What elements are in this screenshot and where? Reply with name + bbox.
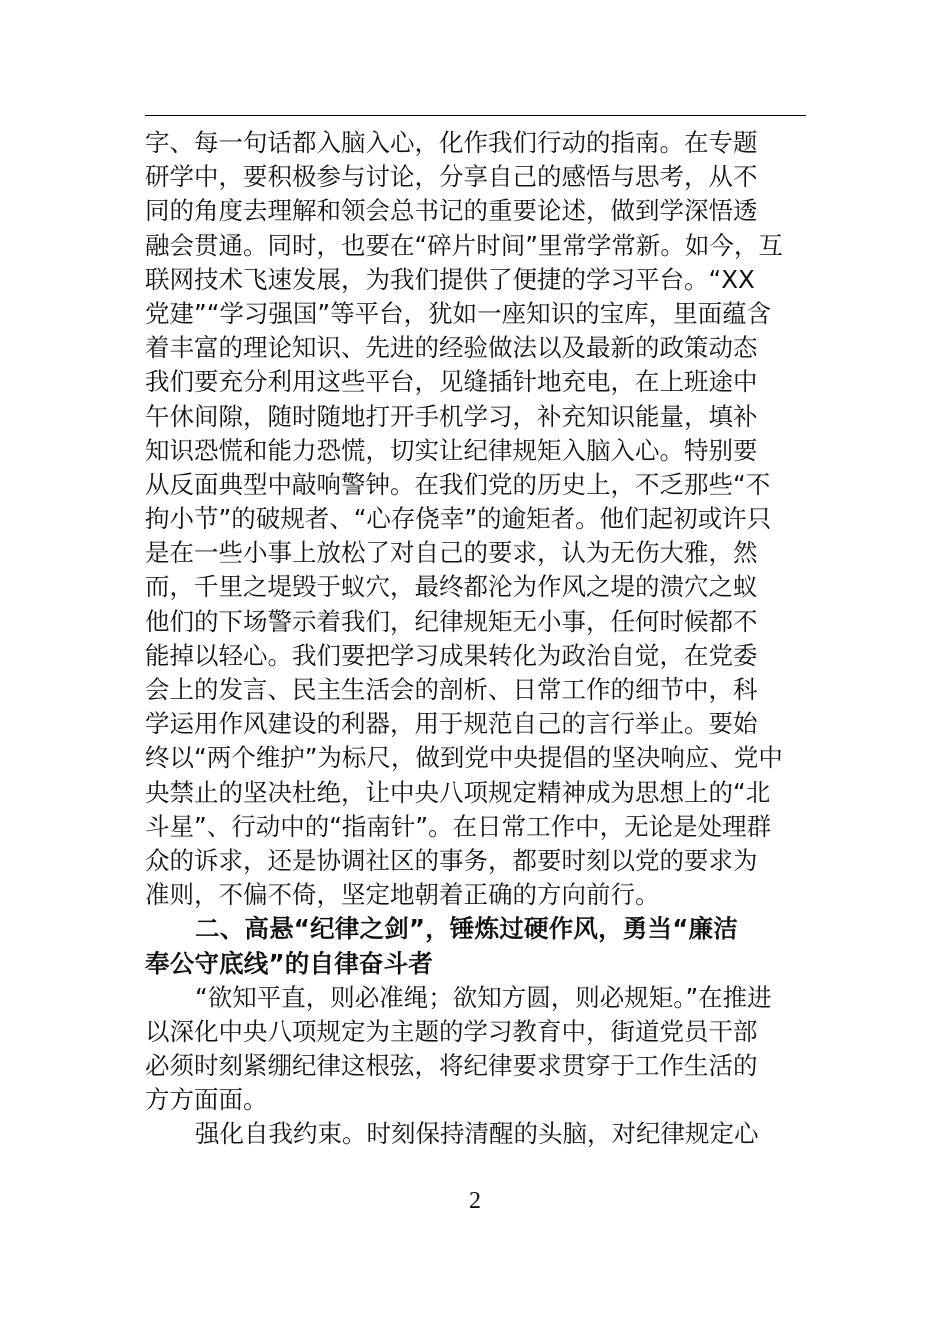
document-body — [145, 126, 806, 1152]
text-line: 午休间隙，随时随地打开手机学习，补充知识能量，填补 — [145, 401, 758, 431]
text-line: 党建”“学习强国”等平台，犹如一座知识的宝库，里面蕴含 — [145, 298, 772, 328]
text-line: 而，千里之堤毁于蚁穴，最终都沦为作风之堤的溃穴之蚁 — [145, 572, 758, 602]
text-line: 是在一些小事上放松了对自己的要求，认为无伤大雅，然 — [145, 538, 758, 568]
text-line: 同的角度去理解和领会总书记的重要论述，做到学深悟透 — [145, 196, 758, 226]
paragraph-2 — [145, 981, 806, 1118]
text-line: 他们的下场警示着我们，纪律规矩无小事，任何时候都不 — [145, 606, 758, 636]
text-line: 研学中，要积极参与讨论，分享自己的感悟与思考，从不 — [145, 162, 758, 192]
text-line: 拘小节”的破规者、“心存侥幸”的逾矩者。他们起初或许只 — [145, 504, 772, 534]
text-line: 着丰富的理论知识、先进的经验做法以及最新的政策动态 — [145, 333, 758, 363]
text-line: “欲知平直，则必准绳；欲知方圆，则必规矩。”在推进 — [195, 982, 772, 1012]
text-line: 终以“两个维护”为标尺，做到党中央提倡的坚决响应、党中 — [145, 743, 783, 773]
paragraph-1 — [145, 126, 806, 912]
text-line: 会上的发言、民主生活会的剖析、日常工作的细节中，科 — [145, 675, 758, 704]
paragraph-3 — [145, 1117, 806, 1151]
text-line: 融会贯通。同时，也要在“碎片时间”里常学常新。如今，互 — [145, 230, 783, 260]
text-line: 能掉以轻心。我们要把学习成果转化为政治自觉，在党委 — [145, 640, 758, 670]
page-number: 2 — [469, 1188, 481, 1214]
text-line: 我们要充分利用这些平台，见缝插针地充电，在上班途中 — [145, 367, 758, 397]
text-line: 学运用作风建设的利器，用于规范自己的言行举止。要始 — [145, 709, 758, 739]
section-heading — [145, 912, 806, 980]
text-line: 联网技术飞速发展，为我们提供了便捷的学习平台。“XX — [145, 264, 755, 294]
text-line: 方方面面。 — [145, 1085, 268, 1115]
text-line: 字、每一句话都入脑入心，化作我们行动的指南。在专题 — [145, 128, 758, 157]
heading-line: 二、高悬“纪律之剑”，锤炼过硬作风，勇当“廉洁 — [195, 914, 738, 944]
text-line: 准则，不偏不倚，坚定地朝着正确的方向前行。 — [145, 880, 660, 910]
text-line: 央禁止的坚决杜绝，让中央八项规定精神成为思想上的“北 — [145, 777, 771, 807]
text-line: 从反面典型中敲响警钟。在我们党的历史上，不乏那些“不 — [145, 469, 771, 499]
text-line: 斗星”、行动中的“指南针”。在日常工作中，无论是处理群 — [145, 811, 772, 841]
text-line: 知识恐慌和能力恐慌，切实让纪律规矩入脑入心。特别要 — [145, 435, 758, 465]
heading-line: 奉公守底线”的自律奋斗者 — [145, 948, 434, 978]
text-line: 必须时刻紧绷纪律这根弦，将纪律要求贯穿于工作生活的 — [145, 1051, 758, 1081]
text-line: 众的诉求，还是协调社区的事务，都要时刻以党的要求为 — [145, 845, 758, 875]
text-line: 强化自我约束。时刻保持清醒的头脑，对纪律规定心 — [195, 1119, 759, 1149]
header-rule — [145, 115, 806, 116]
text-line: 以深化中央八项规定为主题的学习教育中，街道党员干部 — [145, 1016, 758, 1046]
